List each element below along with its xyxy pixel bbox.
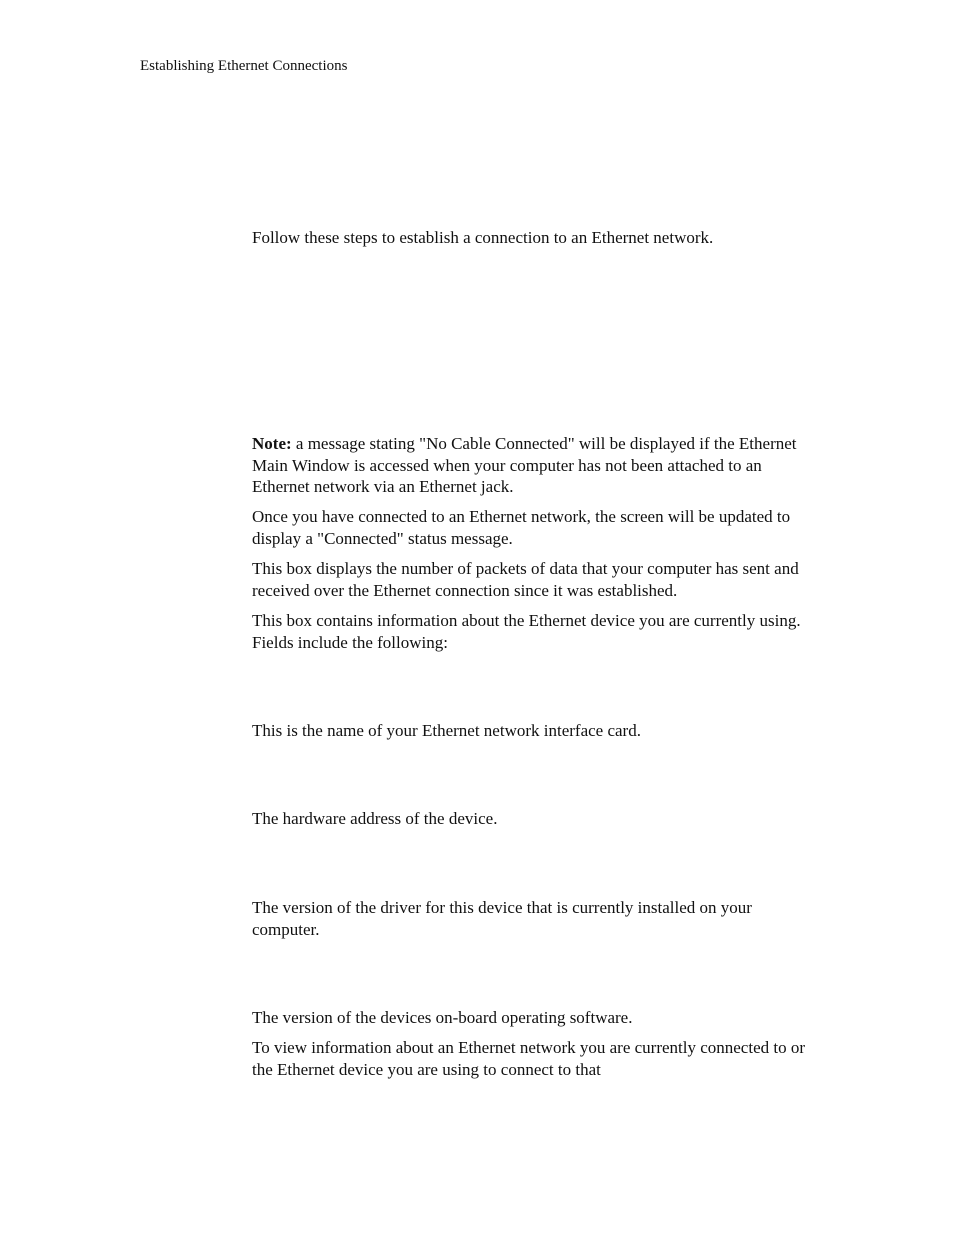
packets-box-paragraph: This box displays the number of packets of data that your computer has sent and received over the Ethernet connection since it was established. bbox=[252, 559, 799, 600]
driver-version-description: The version of the driver for this device that is currently installed on your computer. bbox=[252, 898, 752, 939]
note-text: a message stating "No Cable Connected" will be displayed if the Ethernet Main Window is accessed when your computer has not been attached to an Ethernet network via an Ethernet jack. bbox=[252, 434, 797, 496]
note-paragraph bbox=[252, 433, 818, 498]
device-address-description: The hardware address of the device. bbox=[252, 809, 498, 828]
device-name-description: This is the name of your Ethernet network interface card. bbox=[252, 721, 641, 740]
note-label: Note: bbox=[252, 434, 292, 453]
intro-paragraph: Follow these steps to establish a connection to an Ethernet network. bbox=[252, 228, 714, 247]
view-info-paragraph: To view information about an Ethernet network you are currently connected to or the Ethernet device you are using to connect to that bbox=[252, 1038, 806, 1079]
device-box-paragraph: This box contains information about the Ethernet device you are currently using. Fields include the following: bbox=[252, 611, 801, 652]
running-header: Establishing Ethernet Connections bbox=[140, 58, 348, 74]
firmware-version-description: The version of the devices on-board operating software. bbox=[252, 1008, 633, 1027]
connected-status-paragraph: Once you have connected to an Ethernet network, the screen will be updated to display a "Connected" status message. bbox=[252, 507, 791, 548]
